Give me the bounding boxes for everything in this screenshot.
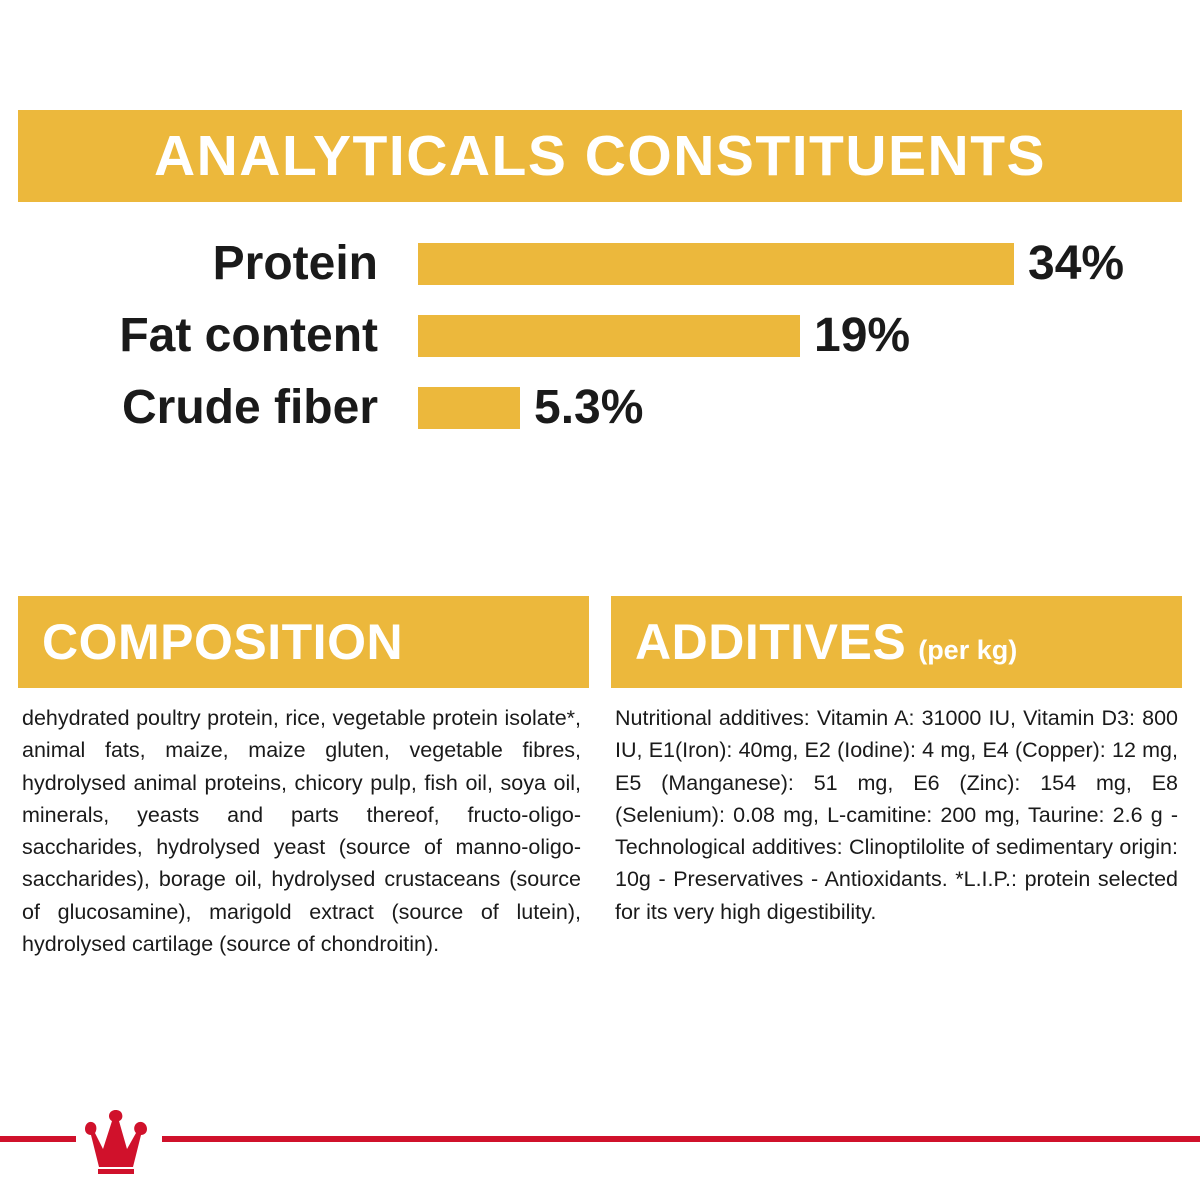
bar-row <box>18 228 1182 300</box>
analyticals-bar-chart <box>18 228 1182 444</box>
analyticals-title: ANALYTICALS CONSTITUENTS <box>153 123 1047 188</box>
bar-value-fat-content: 19% <box>814 309 911 362</box>
additives-subheading: (per kg) <box>918 634 1018 665</box>
bar-fill-fat-content <box>418 315 800 357</box>
additives-column <box>611 596 1182 960</box>
bar-label-fat-content: Fat content <box>119 309 378 362</box>
composition-heading: COMPOSITION <box>42 614 404 670</box>
bar-label-protein: Protein <box>212 237 378 290</box>
bar-track-protein <box>418 237 1182 290</box>
footer-rule <box>0 1136 1200 1142</box>
analyticals-header-band <box>18 110 1182 202</box>
additives-text: Nutritional additives: Vitamin A: 31000 IU, Vitamin D3: 800 IU, E1(Iron): 40mg, E2 (Iodine): 4 mg, E4 (Copper): 12 mg, E5 (Manganese): 51 mg, E6 (Zinc): 154 mg, E8 (Selenium): 0.08 mg, L-camitine: 200 mg, Taurine: 2.6 g - Technological additives: Clinoptilolite of sedimentary origin: 10g - Preservatives - Antioxidants. *L.I.P.: protein selected for its very high digestibility. <box>615 706 1178 924</box>
composition-column <box>18 596 589 960</box>
composition-text: dehydrated poultry protein, rice, vegetable protein isolate*, animal fats, maize, maize gluten, vegetable fibres, hydrolysed animal proteins, chicory pulp, fish oil, soya oil, minerals, yeasts and parts thereof, fructo-oligo-saccharides, hydrolysed yeast (source of manno-oligo-saccharides), borage oil, hydrolysed crustaceans (source of glucosamine), marigold extract (source of lutein), hydrolysed cartilage (source of chondroitin). <box>22 706 581 956</box>
bar-fill-protein <box>418 243 1014 285</box>
composition-header-band <box>18 596 589 688</box>
bar-row <box>18 300 1182 372</box>
brand-logo <box>76 1096 162 1188</box>
bar-value-protein: 34% <box>1028 237 1125 290</box>
additives-heading: ADDITIVES <box>635 614 907 670</box>
bar-row <box>18 372 1182 444</box>
additives-header-band <box>611 596 1182 688</box>
bar-track-fat-content <box>418 309 1182 362</box>
bar-track-crude-fiber <box>418 381 1182 434</box>
bar-fill-crude-fiber <box>418 387 520 429</box>
bar-label-crude-fiber: Crude fiber <box>121 381 378 434</box>
royal-canin-crown-icon <box>79 1109 159 1175</box>
info-columns <box>18 596 1182 960</box>
bar-value-crude-fiber: 5.3% <box>534 381 644 434</box>
